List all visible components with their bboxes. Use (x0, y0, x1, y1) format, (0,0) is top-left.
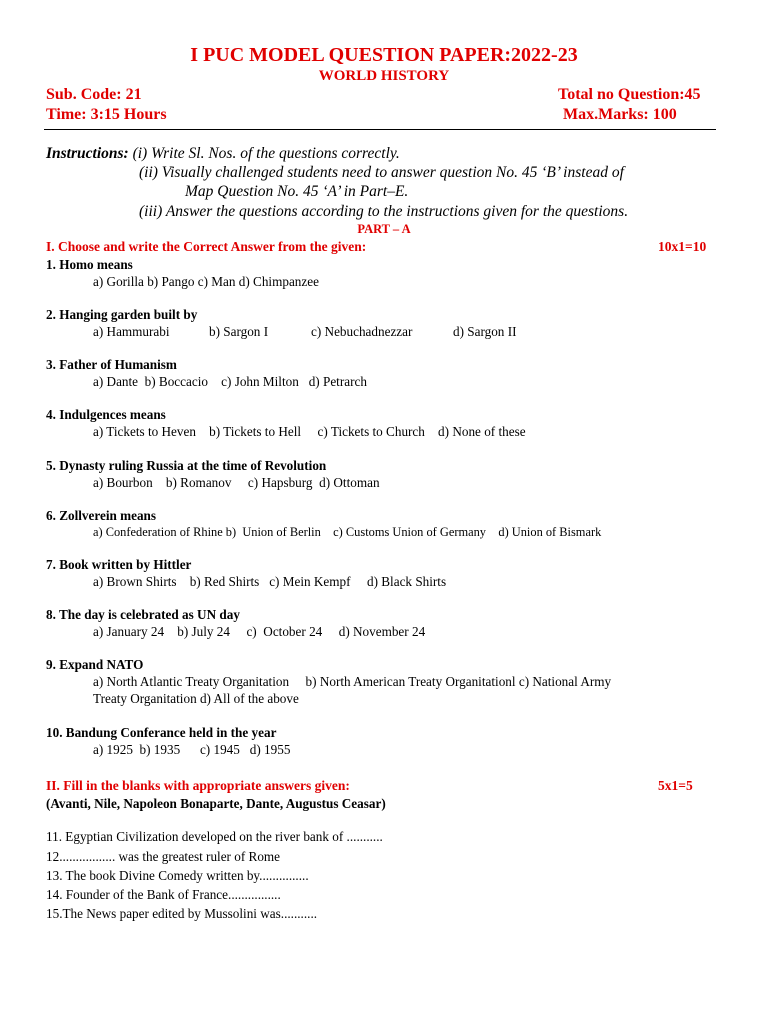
question-7-options: a) Brown Shirts b) Red Shirts c) Mein Kempf d) Black Shirts (93, 574, 447, 589)
question-6: 6. Zollverein means (46, 508, 157, 523)
part-a-heading: PART – A (357, 222, 411, 236)
question-2-option-a: a) Hammurabi (93, 324, 170, 339)
header-divider (44, 129, 716, 130)
instruction-ii: (ii) Visually challenged students need to answer question No. 45 ‘B’ instead of (139, 164, 624, 181)
paper-title: I PUC MODEL QUESTION PAPER:2022-23 (190, 44, 578, 66)
question-3-options: a) Dante b) Boccacio c) John Milton d) Petrarch (93, 374, 367, 389)
question-3: 3. Father of Humanism (46, 357, 177, 372)
fill-blank-12: 12................. was the greatest ruler of Rome (46, 849, 281, 864)
subject-title: WORLD HISTORY (318, 68, 450, 84)
question-1: 1. Homo means (46, 257, 133, 272)
time-allowed: Time: 3:15 Hours (46, 106, 167, 123)
fill-blank-14: 14. Founder of the Bank of France................ (46, 887, 281, 902)
section-2-title: II. Fill in the blanks with appropriate answers given: (46, 778, 350, 793)
instructions-label: Instructions: (46, 145, 129, 162)
section-1-marks: 10x1=10 (658, 239, 707, 254)
fill-blank-11: 11. Egyptian Civilization developed on the river bank of ........... (46, 829, 383, 844)
question-10-options: a) 1925 b) 1935 c) 1945 d) 1955 (93, 742, 291, 757)
instruction-ii-cont: Map Question No. 45 ‘A’ in Part–E. (185, 183, 409, 200)
total-questions: Total no Question:45 (558, 86, 701, 103)
instruction-iii: (iii) Answer the questions according to the instructions given for the questions. (139, 203, 629, 220)
section-1-title: I. Choose and write the Correct Answer from the given: (46, 239, 367, 254)
fill-blank-13: 13. The book Divine Comedy written by............... (46, 868, 309, 883)
question-2-option-c: c) Nebuchadnezzar (311, 324, 413, 339)
fill-blank-choices: (Avanti, Nile, Napoleon Bonaparte, Dante, Augustus Ceasar) (46, 796, 386, 811)
question-1-options: a) Gorilla b) Pango c) Man d) Chimpanzee (93, 274, 319, 289)
question-2-option-b: b) Sargon I (209, 324, 269, 339)
question-4-options: a) Tickets to Heven b) Tickets to Hell c) Tickets to Church d) None of these (93, 424, 526, 439)
question-8: 8. The day is celebrated as UN day (46, 607, 240, 622)
question-9-options: a) North Atlantic Treaty Organitation b) North American Treaty Organitationl c) National Army (93, 674, 612, 689)
question-9-options-cont: Treaty Organitation d) All of the above (93, 691, 299, 706)
question-5-options: a) Bourbon b) Romanov c) Hapsburg d) Ottoman (93, 475, 380, 490)
question-6-options: a) Confederation of Rhine b) Union of Berlin c) Customs Union of Germany d) Union of Bismark (93, 525, 602, 539)
max-marks: Max.Marks: 100 (563, 106, 677, 123)
section-2-marks: 5x1=5 (658, 778, 693, 793)
question-5: 5. Dynasty ruling Russia at the time of Revolution (46, 458, 327, 473)
instructions-line-1 (46, 145, 400, 163)
fill-blank-15: 15.The News paper edited by Mussolini was........... (46, 906, 318, 921)
question-7: 7. Book written by Hittler (46, 557, 192, 572)
question-10: 10. Bandung Conferance held in the year (46, 725, 277, 740)
question-9: 9. Expand NATO (46, 657, 144, 672)
sub-code: Sub. Code: 21 (46, 86, 142, 103)
question-2-option-d: d) Sargon II (453, 324, 517, 339)
question-4: 4. Indulgences means (46, 407, 166, 422)
question-2: 2. Hanging garden built by (46, 307, 198, 322)
question-8-options: a) January 24 b) July 24 c) October 24 d) November 24 (93, 624, 426, 639)
instruction-i: (i) Write Sl. Nos. of the questions correctly. (132, 145, 400, 162)
